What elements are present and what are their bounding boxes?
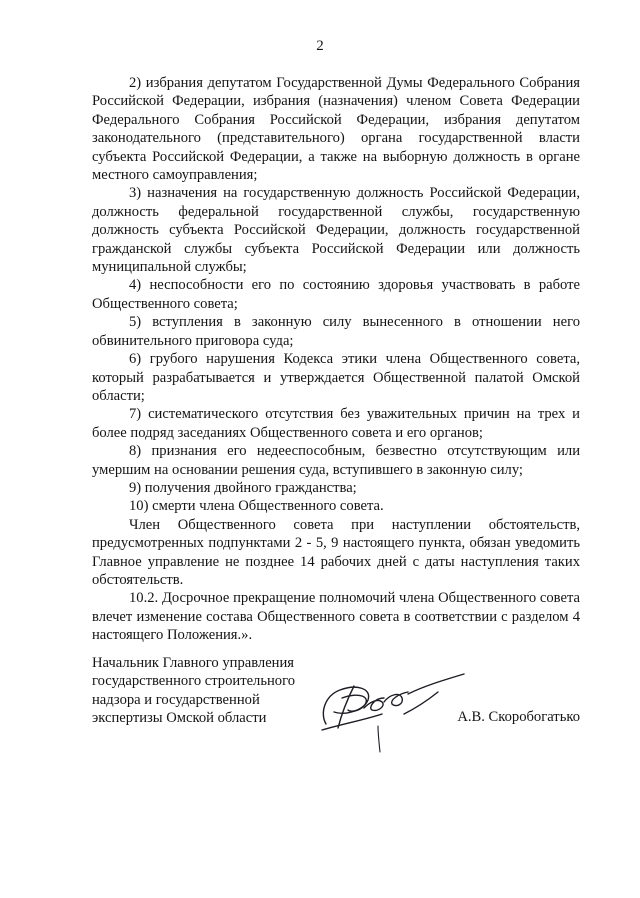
notification-paragraph: Член Общественного совета при наступлении обстоятельств, предусмотренных подпунктами 2 - 5, 9 настоящего пункта, обязан уведомить Главное управление не позднее 14 рабочих дней с даты наступления таких обстоятельств. (92, 516, 580, 588)
page-number: 2 (316, 38, 324, 54)
position-line: надзора и государственной (92, 691, 260, 708)
clause-5: 5) вступления в законную силу вынесенного в отношении него обвинительного приговора суда; (92, 314, 580, 349)
signer-position (92, 654, 312, 728)
section-10-2: 10.2. Досрочное прекращение полномочий члена Общественного совета влечет изменение состава Общественного совета в соответствии с разделом 4 настоящего Положения.». (92, 590, 580, 644)
position-line: Начальник Главного управления (92, 655, 295, 671)
clause-3: 3) назначения на государственную должность Российской Федерации, должность федеральной государственной службы, государственную должность субъекта Российской Федерации, должность государственной гражданской службы субъекта Российской Федерации или должность муниципальной службы; (92, 185, 580, 276)
clause-2: 2) избрания депутатом Государственной Думы Федерального Собрания Российской Федерации, избрания (назначения) членом Совета Федерации Федерального Собрания Российской Федерации, избрания депутатом законодательного (представительного) органа государственной власти субъекта Российской Федерации, а также на выборную должность в органе местного самоуправления; (92, 75, 580, 184)
clause-7: 7) систематического отсутствия без уважительных причин на трех и более подряд заседаниях Общественного совета и его органов; (92, 406, 580, 441)
handwritten-signature (312, 668, 472, 756)
document-body (92, 74, 580, 645)
signer-name: А.В. Скоробогатько (457, 709, 580, 725)
clause-8: 8) признания его недееспособным, безвестно отсутствующим или умершим на основании решения суда, вступившего в законную силу; (92, 443, 580, 478)
clause-9: 9) получения двойного гражданства; (129, 479, 357, 496)
position-line: государственного строительного (92, 673, 296, 690)
clause-4: 4) неспособности его по состоянию здоровья участвовать в работе Общественного совета; (92, 277, 580, 312)
clause-10: 10) смерти члена Общественного совета. (129, 498, 384, 515)
clause-6: 6) грубого нарушения Кодекса этики члена Общественного совета, который разрабатывается и утверждается Общественной палатой Омской области; (92, 351, 580, 404)
position-line: экспертизы Омской области (92, 710, 267, 727)
